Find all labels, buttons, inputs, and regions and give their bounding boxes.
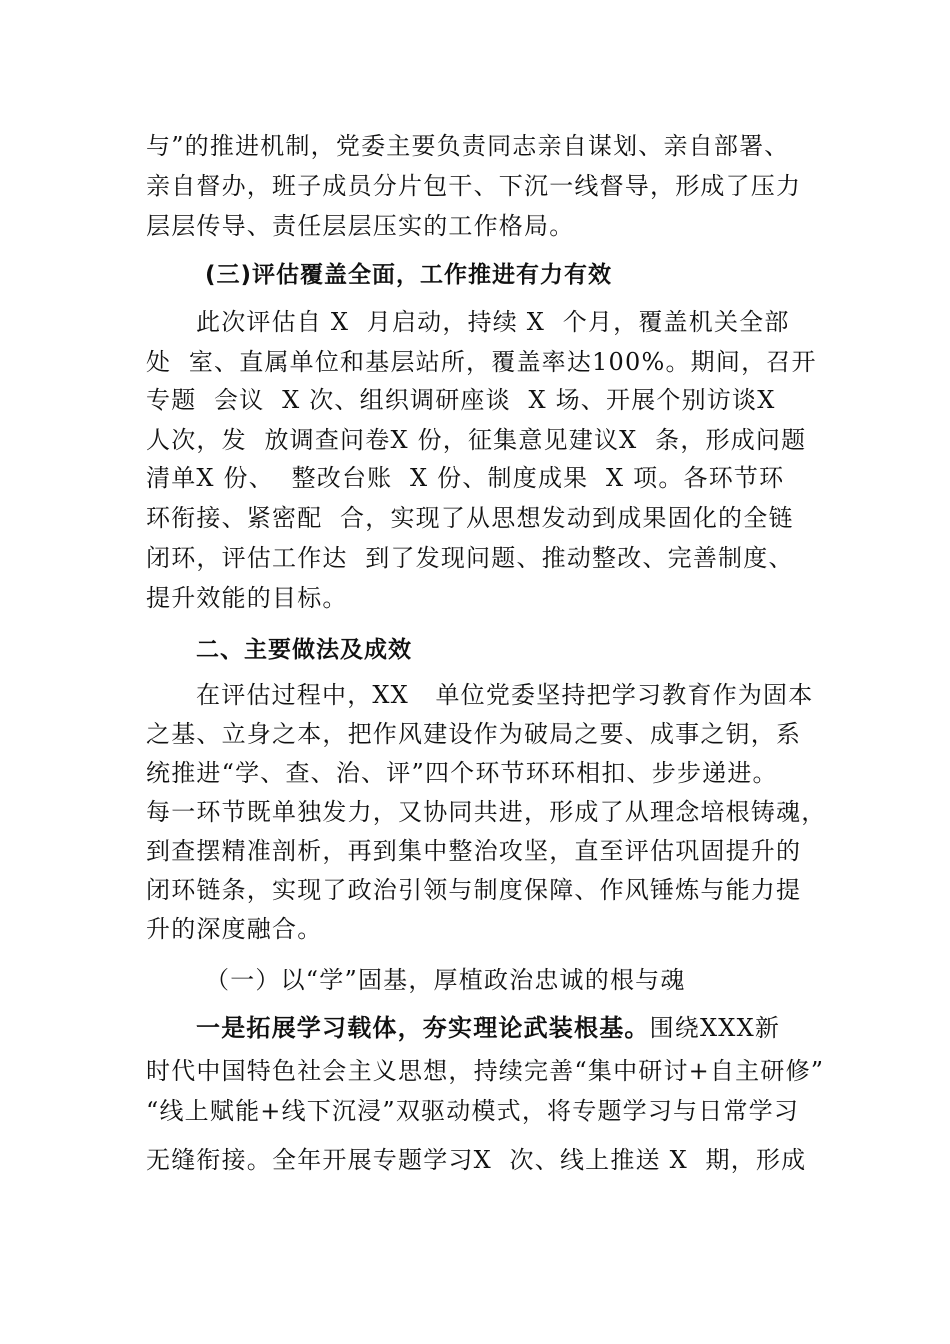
paragraph-line: 时代中国特色社会主义思想，持续完善“集中研讨+自主研修”: [146, 1057, 825, 1085]
paragraph-line: 人次，发 放调查问卷X 份，征集意见建议X 条，形成问题: [146, 426, 807, 454]
paragraph-line: “线上赋能+线下沉浸”双驱动模式，将专题学习与日常学习: [146, 1097, 800, 1125]
section-heading-3: (三)评估覆盖全面，工作推进有力有效: [205, 262, 613, 288]
paragraph-line: 环衔接、紧密配 合，实现了从思想发动到成果固化的全链: [146, 504, 794, 532]
paragraph-line: 到查摆精准剖析，再到集中整治攻坚，直至评估巩固提升的: [146, 837, 802, 865]
paragraph-line: 无缝衔接。全年开展专题学习X 次、线上推送 X 期，形成: [146, 1146, 807, 1174]
lead-phrase: 一是拓展学习载体，夯实理论武装根基。: [196, 1014, 650, 1042]
paragraph-line: 闭环，评估工作达 到了发现问题、推动整改、完善制度、: [146, 544, 794, 572]
paragraph-line: 与”的推进机制，党委主要负责同志亲自谋划、亲自部署、: [146, 132, 790, 160]
paragraph-line: 在评估过程中，XX 单位党委坚持把学习教育作为固本: [196, 681, 814, 709]
paragraph-line: 统推进“学、查、治、评”四个环节环环相扣、步步递进。: [146, 759, 778, 787]
paragraph-line: 此次评估自 X 月启动，持续 X 个月，覆盖机关全部: [196, 308, 790, 336]
paragraph-line: 清单X 份、 整改台账 X 份、制度成果 X 项。各环节环: [146, 464, 785, 492]
paragraph-line: [196, 1011, 780, 1045]
paragraph-line: 升的深度融合。: [146, 915, 323, 943]
paragraph-line: 之基、立身之本，把作风建设作为破局之要、成事之钥，系: [146, 720, 802, 748]
paragraph-line: 处 室、直属单位和基层站所，覆盖率达100%。期间，召开: [146, 348, 817, 376]
paragraph-line: 提升效能的目标。: [146, 584, 348, 612]
lead-continuation: 围绕XXX新: [649, 1014, 781, 1042]
paragraph-line: 闭环链条，实现了政治引领与制度保障、作风锤炼与能力提: [146, 876, 802, 904]
paragraph-line: 专题 会议 X 次、组织调研座谈 X 场、开展个别访谈X: [146, 386, 776, 414]
paragraph-line: 亲自督办，班子成员分片包干、下沉一线督导，形成了压力: [146, 172, 802, 200]
paragraph-line: 层层传导、责任层层压实的工作格局。: [146, 212, 575, 240]
subsection-heading-1: （一）以“学”固基，厚植政治忠诚的根与魂: [205, 966, 686, 994]
section-heading-2: 二、主要做法及成效: [196, 637, 412, 663]
paragraph-line: 每一环节既单独发力，又协同共进，形成了从理念培根铸魂，: [146, 798, 827, 826]
